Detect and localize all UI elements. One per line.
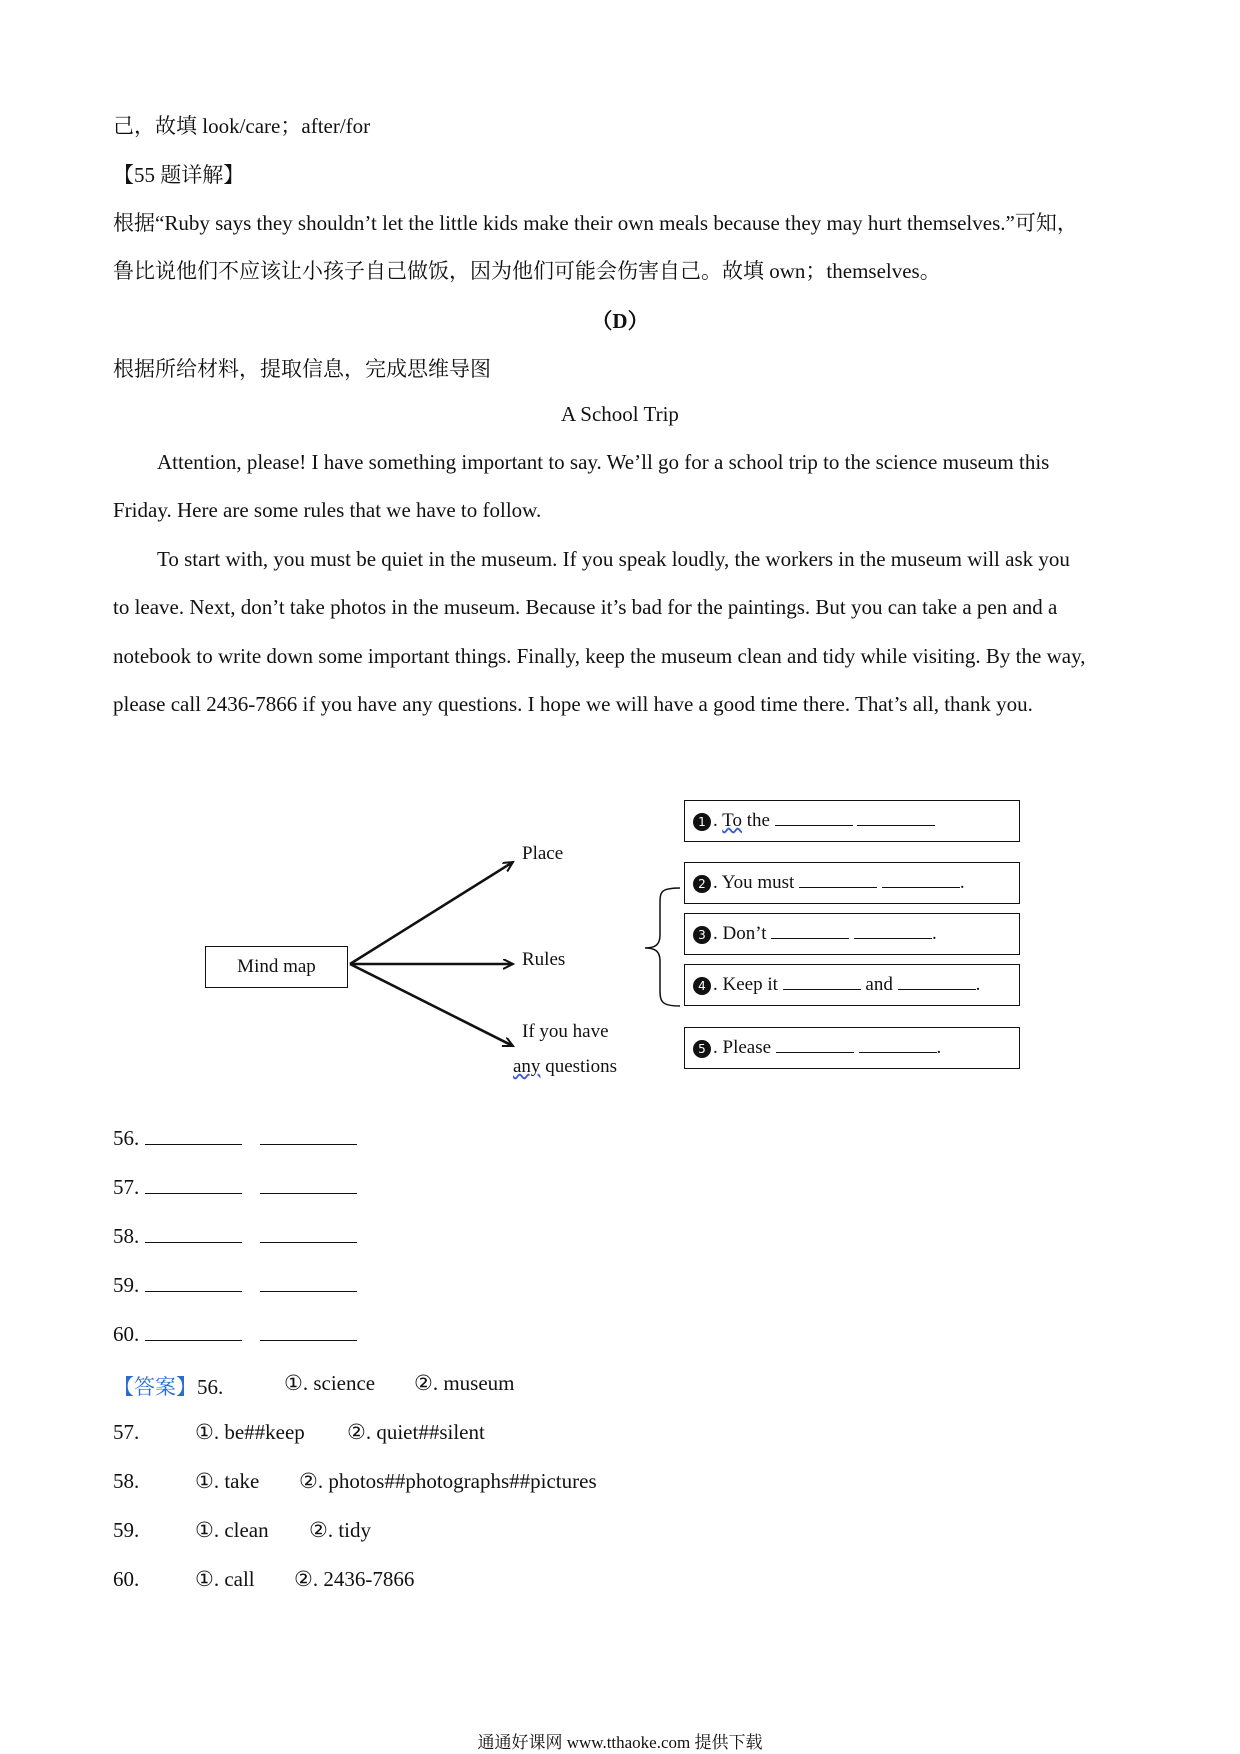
mind-map-center: Mind map <box>205 946 348 988</box>
box-rule-1: 2 . You must . <box>684 862 1020 904</box>
circled-number-3: 3 <box>693 926 711 944</box>
para2-line3: notebook to write down some important things. Finally, keep the museum clean and tidy while visiting. By the way, <box>113 644 1086 668</box>
blank <box>771 924 849 939</box>
box-rule-2: 3 . Don’t . <box>684 913 1020 955</box>
answer-label: 【答案】 <box>113 1375 197 1399</box>
blank-row-56: 56. <box>113 1126 357 1151</box>
answer-row-58: 58. ①. take ②. photos##photographs##pictures <box>113 1469 597 1493</box>
para2-line1: To start with, you must be quiet in the museum. If you speak loudly, the workers in the museum will ask you <box>157 547 1070 571</box>
instruction: 根据所给材料，提取信息，完成思维导图 <box>113 357 491 381</box>
questions-label-line2: any questions <box>513 1056 617 1077</box>
blank <box>854 924 932 939</box>
box-rule-3: 4 . Keep it and . <box>684 964 1020 1006</box>
arrow-place <box>350 862 513 964</box>
para1-line1: Attention, please! I have something important to say. We’ll go for a school trip to the science museum this <box>157 450 1050 474</box>
blank <box>859 1038 937 1053</box>
q55-heading: 【55 题详解】 <box>113 163 245 187</box>
blank <box>898 975 976 990</box>
blank <box>776 1038 854 1053</box>
top-line: 己，故填 look/care；after/for <box>113 114 371 138</box>
rules-label: Rules <box>522 949 566 970</box>
box-questions: 5 . Please . <box>684 1027 1020 1069</box>
box-place: 1 . To the <box>684 800 1020 842</box>
blank <box>799 873 877 888</box>
circled-number-4: 4 <box>693 977 711 995</box>
para1-line2: Friday. Here are some rules that we have to follow. <box>113 498 542 522</box>
blank-row-60: 60. <box>113 1322 357 1347</box>
circled-number-5: 5 <box>693 1040 711 1058</box>
blank-row-57: 57. <box>113 1175 357 1200</box>
passage-title: A School Trip <box>561 402 679 426</box>
blank-row-59: 59. <box>113 1273 357 1298</box>
para2-line4: please call 2436-7866 if you have any questions. I hope we will have a good time there. That’s all, thank you. <box>113 692 1033 716</box>
answer-row-60: 60. ①. call ②. 2436-7866 <box>113 1567 415 1591</box>
circled-number-2: 2 <box>693 875 711 893</box>
questions-label-line1: If you have <box>522 1021 609 1042</box>
blank <box>857 811 935 826</box>
arrow-questions <box>350 964 513 1046</box>
q55-line2: 鲁比说他们不应该让小孩子自己做饭，因为他们可能会伤害自己。故填 own；themselves。 <box>113 259 941 283</box>
answer-row-59: 59. ①. clean ②. tidy <box>113 1518 371 1542</box>
blank <box>882 873 960 888</box>
footer: 通通好课网 www.tthaoke.com 提供下载 <box>477 1733 763 1752</box>
para2-line2: to leave. Next, don’t take photos in the museum. Because it’s bad for the paintings. But you can take a pen and a <box>113 595 1058 619</box>
q55-line1: 根据“Ruby says they shouldn’t let the little kids make their own meals because they may hurt themselves.”可知， <box>113 211 1078 235</box>
answer-row-57: 57. ①. be##keep ②. quiet##silent <box>113 1420 485 1444</box>
place-label: Place <box>522 843 564 864</box>
blank <box>775 811 853 826</box>
section-label: （D） <box>591 309 649 333</box>
blank-row-58: 58. <box>113 1224 357 1249</box>
circled-number-1: 1 <box>693 813 711 831</box>
answer-row-56: 【答案】56. ①. science ②. museum <box>113 1371 515 1399</box>
rules-brace <box>645 888 680 1006</box>
blank <box>783 975 861 990</box>
